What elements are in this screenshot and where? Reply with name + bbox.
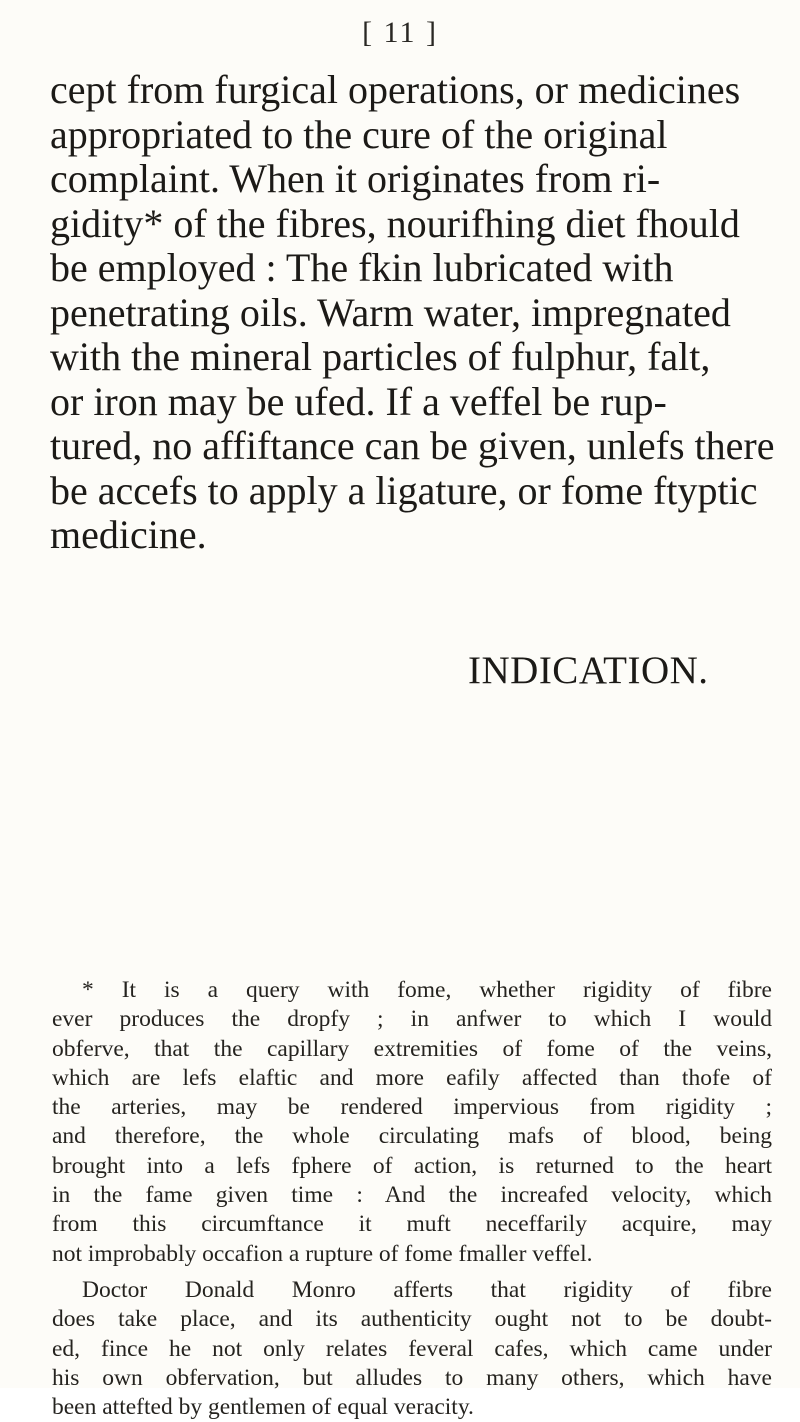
section-heading: INDICATION. (468, 649, 709, 692)
text-line: appropriated to the cure of the original (50, 111, 668, 157)
footnote-line: and therefore, the whole circulating mafs of blood, being (52, 1123, 772, 1150)
footnote-line: from this circumftance it muft neceffarily acquire, may (52, 1211, 772, 1238)
text-line: be accefs to apply a ligature, or fome ftyptic (50, 467, 758, 513)
footnote-line: which are lefs elaftic and more eafily affected than thofe of (52, 1064, 772, 1091)
footnote-line: obferve, that the capillary extremities of fome of the veins, (52, 1035, 772, 1062)
text-line: gidity* of the fibres, nourifhing diet fhould (50, 200, 740, 246)
footnote-line: not improbably occafion a rupture of fome fmaller veffel. (52, 1240, 593, 1267)
footnote-line: ed, fince he not only relates feveral cafes, which came under (52, 1335, 772, 1362)
main-text (50, 67, 775, 558)
footnote-line: does take place, and its authenticity ought not to be doubt- (52, 1306, 772, 1333)
text-line: or iron may be ufed. If a veffel be rup- (50, 378, 667, 424)
text-line: penetrating oils. Warm water, impregnated (50, 289, 731, 335)
text-line: medicine. (50, 512, 207, 557)
footnote-line: in the fame given time : And the increafed velocity, which (52, 1182, 772, 1209)
text-line: complaint. When it originates from ri- (50, 156, 661, 201)
footnote-line: * It is a query with fome, whether rigidity of fibre (82, 977, 772, 1003)
footnote-line: his own obfervation, but alludes to many others, which have (52, 1364, 772, 1391)
footnote-line: Doctor Donald Monro afferts that rigidity of fibre (82, 1276, 772, 1303)
text-line: with the mineral particles of fulphur, falt, (50, 334, 711, 379)
footnote-line: been attefted by gentlemen of equal veracity. (52, 1394, 474, 1421)
text-line: cept from furgical operations, or medicines (50, 67, 741, 112)
text-line: be employed : The fkin lubricated with (50, 245, 674, 290)
footnote-line: the arteries, may be rendered impervious from rigidity ; (52, 1094, 772, 1121)
footnote-line: brought into a lefs fphere of action, is returned to the heart (52, 1152, 772, 1179)
footnote-line: ever produces the dropfy ; in anfwer to which I would (52, 1006, 772, 1033)
footnote (52, 976, 772, 1422)
text-line: tured, no affiftance can be given, unlefs there (50, 423, 775, 468)
page-number-header: [ 11 ] (362, 16, 438, 49)
